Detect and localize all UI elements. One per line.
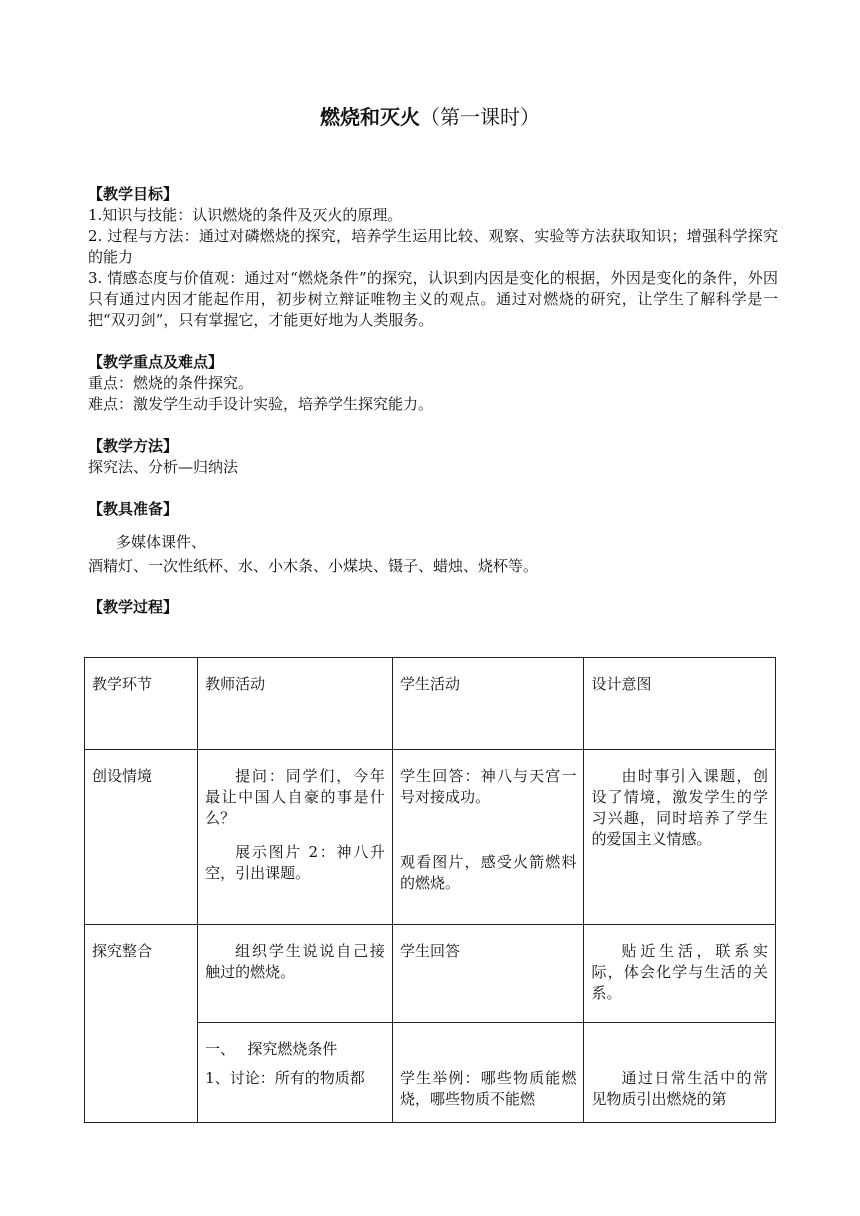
header-student: 学生活动 [392, 658, 584, 750]
objective-1: 1.知识与技能：认识燃烧的条件及灭火的原理。 [88, 206, 403, 224]
objective-3: 3. 情感态度与价值观：通过对“燃烧条件”的探究，认识到内因是变化的根据，外因是变化的条件，外因只有通过内因才能起作用，初步树立辩证唯物主义的观点。通过对燃烧的研究，让学生了解科学是一把“双刃剑”，只有掌握它，才能更好地为人类服务。 [88, 269, 778, 329]
key-point: 重点：燃烧的条件探究。 [88, 374, 254, 392]
row3-teacher-1: 一、 探究燃烧条件 [205, 1040, 338, 1058]
objectives-heading: 【教学目标】 [88, 185, 179, 203]
row2-intent-text: 贴近生活，联系实际，体会化学与生活的关系。 [591, 942, 768, 1002]
row3-teacher-2: 1、讨论：所有的物质都 [205, 1069, 365, 1087]
row1-intent [584, 750, 776, 925]
title-main: 燃烧和灭火 [320, 105, 420, 129]
methods-heading: 【教学方法】 [88, 437, 179, 455]
row3-intent [584, 1023, 776, 1123]
key-points-heading: 【教学重点及难点】 [88, 353, 224, 371]
table-row [85, 750, 776, 925]
difficult-point: 难点：激发学生动手设计实验，培养学生探究能力。 [88, 395, 434, 413]
row1-student [392, 750, 584, 925]
row1-teacher [198, 750, 393, 925]
header-intent: 设计意图 [584, 658, 776, 750]
table-row [85, 925, 776, 1023]
row2-teacher-text: 组织学生说说自己接触过的燃烧。 [205, 942, 385, 981]
header-stage: 教学环节 [85, 658, 198, 750]
materials-line-2: 酒精灯、一次性纸杯、水、小木条、小煤块、镊子、蜡烛、烧杯等。 [88, 557, 539, 575]
row1-teacher-2: 展示图片 2：神八升空，引出课题。 [205, 843, 385, 882]
process-heading: 【教学过程】 [88, 598, 179, 616]
row2-stage: 探究整合 [85, 925, 198, 1123]
document-body [88, 184, 778, 618]
materials-line-1: 多媒体课件、 [116, 533, 207, 551]
objective-2: 2. 过程与方法：通过对磷燃烧的探究，培养学生运用比较、观察、实验等方法获取知识；增强科学探究的能力 [88, 227, 778, 266]
document-title [0, 104, 860, 130]
row1-student-2: 观看图片，感受火箭燃料的燃烧。 [399, 853, 577, 892]
methods-text: 探究法、分析—归纳法 [88, 458, 239, 476]
row2-intent [584, 925, 776, 1023]
row3-student [392, 1023, 584, 1123]
row3-teacher [198, 1023, 393, 1123]
row2-teacher [198, 925, 393, 1023]
row1-student-1: 学生回答：神八与天宫一号对接成功。 [399, 767, 577, 806]
title-sub: （第一课时） [420, 105, 540, 129]
process-table [84, 657, 776, 1123]
row3-student-text: 学生举例：哪些物质能燃烧，哪些物质不能燃 [399, 1069, 577, 1108]
row1-teacher-1: 提问：同学们，今年最让中国人自豪的事是什么？ [205, 767, 385, 827]
table-header-row [85, 658, 776, 750]
row1-intent-text: 由时事引入课题，创设了情境，激发学生的学习兴趣，同时培养了学生的爱国主义情感。 [591, 767, 768, 848]
row1-stage: 创设情境 [85, 750, 198, 925]
header-teacher: 教师活动 [198, 658, 393, 750]
materials-heading: 【教具准备】 [88, 500, 179, 518]
row3-intent-text: 通过日常生活中的常见物质引出燃烧的第 [591, 1069, 768, 1108]
row2-student: 学生回答 [392, 925, 584, 1023]
